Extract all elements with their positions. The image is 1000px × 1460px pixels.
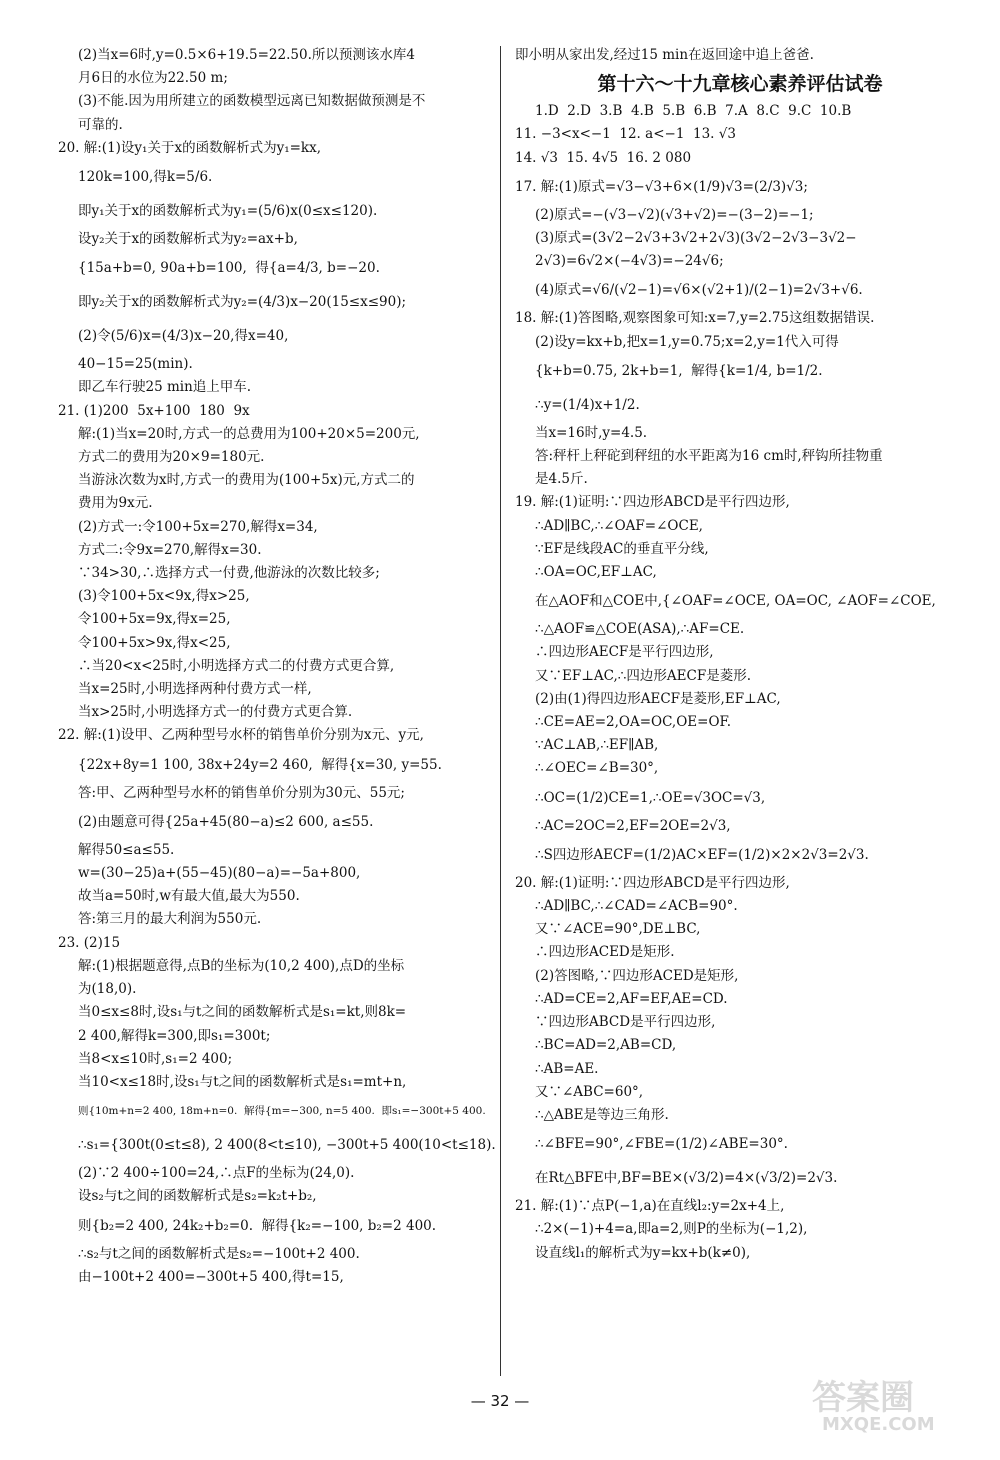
answer-line: 答:秤杆上秤砣到秤纽的水平距离为16 cm时,秤钩所挂物重 <box>535 448 883 465</box>
answer-line: ∴S四边形AECF=(1/2)AC×EF=(1/2)×2×2√3=2√3. <box>535 846 869 863</box>
answer-line: (2)方式一:令100+5x=270,解得x=34, <box>78 518 318 535</box>
answer-line: 月6日的水位为22.50 m; <box>78 70 228 87</box>
answer-line: 解:(1)根据题意得,点B的坐标为(10,2 400),点D的坐标 <box>78 957 405 974</box>
answer-line: ∴∠BFE=90°,∠FBE=(1/2)∠ABE=30°. <box>535 1136 788 1153</box>
answer-line: (2)设y=kx+b,把x=1,y=0.75;x=2,y=1代入可得 <box>535 333 839 350</box>
answer-line: 答:甲、乙两种型号水杯的销售单价分别为30元、55元; <box>78 784 405 801</box>
exam-heading: 第十六～十九章核心素养评估试卷 <box>597 73 883 96</box>
answer-line: 18. 解:(1)答图略,观察图象可知:x=7,y=2.75这组数据错误. <box>515 310 875 327</box>
answer-line: 在△AOF和△COE中,{∠OAF=∠OCE, OA=OC, ∠AOF=∠COE, <box>535 593 936 610</box>
answer-line: ∴∠OEC=∠B=30°, <box>535 760 659 777</box>
answer-line: {15a+b=0, 90a+b=100, 得{a=4/3, b=−20. <box>78 260 380 277</box>
left-column <box>58 44 498 1289</box>
answer-line: 故当a=50时,w有最大值,最大为550. <box>78 888 300 905</box>
answer-line: {22x+8y=1 100, 38x+24y=2 460, 解得{x=30, y=55. <box>78 756 442 773</box>
answer-line: (2)由题意可得{25a+45(80−a)≤2 600, a≤55. <box>78 813 374 830</box>
answer-line: (2)原式=−(√3−√2)(√3+√2)=−(3−2)=−1; <box>535 206 814 223</box>
answer-line: 费用为9x元. <box>78 495 153 512</box>
answer-line: 40−15=25(min). <box>78 356 193 373</box>
answer-line: ∴四边形AECF是平行四边形, <box>535 644 714 661</box>
answer-line: (2)由(1)得四边形AECF是菱形,EF⊥AC, <box>535 690 781 707</box>
answer-line: 23. (2)15 <box>58 934 121 951</box>
answer-line: 又∵∠ABC=60°, <box>535 1083 644 1100</box>
answer-line: 又∵EF⊥AC,∴四边形AECF是菱形. <box>535 667 751 684</box>
answer-line: 设y₂关于x的函数解析式为y₂=ax+b, <box>78 231 298 248</box>
answer-line: 设s₂与t之间的函数解析式是s₂=k₂t+b₂, <box>78 1188 317 1205</box>
answer-line: (3)原式=(3√2−2√3+3√2+2√3)(3√2−2√3−3√2− <box>535 230 857 247</box>
answer-line: 2√3)=6√2×(−4√3)=−24√6; <box>535 253 724 270</box>
watermark-logo-text: 答案圈 <box>812 1378 914 1418</box>
answer-line: (2)答图略,∵四边形ACED是矩形, <box>535 967 739 984</box>
answer-line: 1.D 2.D 3.B 4.B 5.B 6.B 7.A 8.C 9.C 10.B <box>535 103 852 120</box>
answer-line: ∴AD∥BC,∴∠OAF=∠OCE, <box>535 517 703 534</box>
answer-line: 则{10m+n=2 400, 18m+n=0. 解得{m=−300, n=5 400. 即s₁=−300t+5 400. <box>78 1105 486 1118</box>
answer-line: 则{b₂=2 400, 24k₂+b₂=0. 解得{k₂=−100, b₂=2 400. <box>78 1217 437 1234</box>
watermark-logo <box>802 1370 992 1450</box>
answer-line: (2)令(5/6)x=(4/3)x−20,得x=40, <box>78 328 289 345</box>
right-top-line: 即小明从家出发,经过15 min在返回途中追上爸爸. <box>515 47 814 63</box>
answer-line: 当x=25时,小明选择两种付费方式一样, <box>78 681 312 698</box>
answer-line: 是4.5斤. <box>535 471 588 488</box>
answer-line: ∴BC=AD=2,AB=CD, <box>535 1037 677 1054</box>
answer-line: 设直线l₁的解析式为y=kx+b(k≠0), <box>535 1244 751 1261</box>
watermark-site: MXQE.COM <box>822 1414 935 1435</box>
answer-line: 20. 解:(1)设y₁关于x的函数解析式为y₁=kx, <box>58 139 322 156</box>
answer-line: 在Rt△BFE中,BF=BE×(√3/2)=4×(√3/2)=2√3. <box>535 1170 838 1187</box>
answer-line: 21. (1)200 5x+100 180 9x <box>58 402 250 419</box>
right-column <box>515 44 965 1265</box>
answer-line: ∴s₂与t之间的函数解析式是s₂=−100t+2 400. <box>78 1245 360 1262</box>
answer-line: 14. √3 15. 4√5 16. 2 080 <box>515 149 692 166</box>
answer-line: 即y₂关于x的函数解析式为y₂=(4/3)x−20(15≤x≤90); <box>78 294 407 311</box>
answer-line: 由−100t+2 400=−300t+5 400,得t=15, <box>78 1268 344 1285</box>
answer-line: ∴当20<x<25时,小明选择方式二的付费方式更合算, <box>78 657 395 674</box>
answer-line: 方式二的费用为20×9=180元. <box>78 449 265 466</box>
answer-line: (4)原式=√6/(√2−1)=√6×(√2+1)/(2−1)=2√3+√6. <box>535 282 863 299</box>
answer-line: ∴AD=CE=2,AF=EF,AE=CD. <box>535 990 728 1007</box>
answer-line: 17. 解:(1)原式=√3−√3+6×(1/9)√3=(2/3)√3; <box>515 178 808 195</box>
answer-line: ∴AC=2OC=2,EF=2OE=2√3, <box>535 817 731 834</box>
answer-line: 19. 解:(1)证明:∵四边形ABCD是平行四边形, <box>515 494 790 511</box>
answer-line: 当x=16时,y=4.5. <box>535 424 648 441</box>
page-number: — 32 — <box>470 1392 530 1410</box>
answer-line: 可靠的. <box>78 116 123 133</box>
answer-line: w=(30−25)a+(55−45)(80−a)=−5a+800, <box>78 865 361 882</box>
answer-line: 解:(1)当x=20时,方式一的总费用为100+20×5=200元, <box>78 425 420 442</box>
answer-line: 令100+5x>9x,得x<25, <box>78 634 231 651</box>
answer-line: 120k=100,得k=5/6. <box>78 169 213 186</box>
answer-line: ∴△ABE是等边三角形. <box>535 1106 669 1123</box>
answer-line: (2)∵2 400÷100=24,∴点F的坐标为(24,0). <box>78 1165 355 1182</box>
answer-line: ∴OC=(1/2)CE=1,∴OE=√3OC=√3, <box>535 789 766 806</box>
answer-line: 又∵∠ACE=90°,DE⊥BC, <box>535 921 701 938</box>
answer-line: ∴四边形ACED是矩形. <box>535 944 675 961</box>
answer-line: 2 400,解得k=300,即s₁=300t; <box>78 1027 271 1044</box>
answer-line: {k+b=0.75, 2k+b=1, 解得{k=1/4, b=1/2. <box>535 362 823 379</box>
answer-line: ∴s₁={300t(0≤t≤8), 2 400(8<t≤10), −300t+5 400(10<t≤18). <box>78 1137 496 1154</box>
column-divider <box>500 46 501 1376</box>
answer-line: ∴AD∥BC,∴∠CAD=∠ACB=90°. <box>535 898 738 915</box>
answer-line: 当游泳次数为x时,方式一的费用为(100+5x)元,方式二的 <box>78 472 415 489</box>
answer-line: ∴AB=AE. <box>535 1060 599 1077</box>
answer-line: 方式二:令9x=270,解得x=30. <box>78 541 262 558</box>
answer-line: 21. 解:(1)∵点P(−1,a)在直线l₂:y=2x+4上, <box>515 1198 785 1215</box>
answer-line: ∵EF是线段AC的垂直平分线, <box>535 540 709 557</box>
answer-line: 令100+5x=9x,得x=25, <box>78 611 231 628</box>
answer-line: 20. 解:(1)证明:∵四边形ABCD是平行四边形, <box>515 874 790 891</box>
answer-line: 22. 解:(1)设甲、乙两种型号水杯的销售单价分别为x元、y元, <box>58 727 424 744</box>
answer-line: 答:第三月的最大利润为550元. <box>78 911 262 928</box>
right-body <box>515 100 965 1265</box>
answer-line: 11. −3<x<−1 12. a<−1 13. √3 <box>515 126 736 143</box>
answer-line: 即y₁关于x的函数解析式为y₁=(5/6)x(0≤x≤120). <box>78 203 378 220</box>
answer-line: ∵34>30,∴选择方式一付费,他游泳的次数比较多; <box>78 565 380 582</box>
answer-line: ∴OA=OC,EF⊥AC, <box>535 564 657 581</box>
answer-line: 当0≤x≤8时,设s₁与t之间的函数解析式是s₁=kt,则8k= <box>78 1004 407 1021</box>
answer-line: 解得50≤a≤55. <box>78 841 175 858</box>
answer-line: ∵AC⊥AB,∴EF∥AB, <box>535 737 659 754</box>
answer-line: 当x>25时,小明选择方式一的付费方式更合算. <box>78 704 353 721</box>
answer-line: 当8<x≤10时,s₁=2 400; <box>78 1050 233 1067</box>
answer-line: (2)当x=6时,y=0.5×6+19.5=22.50.所以预测该水库4 <box>78 47 415 63</box>
answer-line: ∴2×(−1)+4=a,即a=2,则P的坐标为(−1,2), <box>535 1221 808 1238</box>
answer-line: 即乙车行驶25 min追上甲车. <box>78 379 252 396</box>
answer-line: 当10<x≤18时,设s₁与t之间的函数解析式是s₁=mt+n, <box>78 1073 407 1090</box>
answer-line: ∴△AOF≌△COE(ASA),∴AF=CE. <box>535 621 745 638</box>
answer-line: ∵四边形ABCD是平行四边形, <box>535 1014 716 1031</box>
answer-line: 为(18,0). <box>78 981 137 998</box>
answer-line: (3)令100+5x<9x,得x>25, <box>78 588 250 605</box>
answer-line: ∴y=(1/4)x+1/2. <box>535 396 640 413</box>
answer-line: ∴CE=AE=2,OA=OC,OE=OF. <box>535 714 732 731</box>
answer-line: (3)不能.因为用所建立的函数模型远离已知数据做预测是不 <box>78 93 426 110</box>
